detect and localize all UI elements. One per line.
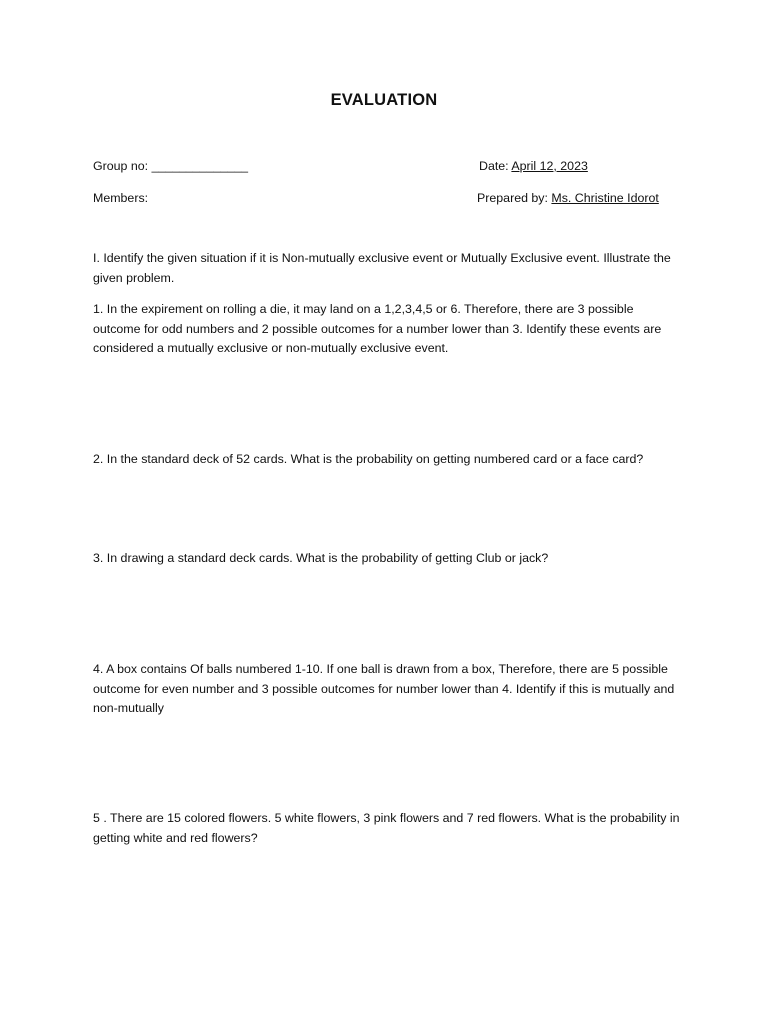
prepared-value: Ms. Christine Idorot (551, 191, 659, 205)
prepared-label: Prepared by: (477, 191, 548, 205)
page-title: EVALUATION (330, 91, 438, 109)
prepared-by-field (477, 189, 659, 209)
question-5: 5 . There are 15 colored flowers. 5 white flowers, 3 pink flowers and 7 red flowers. What is the probability in getting white and red flowers? (93, 811, 680, 845)
members-field (93, 189, 148, 209)
group-number-field (93, 157, 248, 177)
members-label: Members: (93, 191, 149, 205)
instructions: I. Identify the given situation if it is Non-mutually exclusive event or Mutually Exclusive event. Illustrate the given problem. (93, 251, 671, 285)
question-4: 4. A box contains Of balls numbered 1-10. If one ball is drawn from a box, Therefore, there are 5 possible outcome for even number and 3 possible outcomes for number lower than 4. Identify if this is mutually and non-mutually (93, 662, 675, 715)
question-2: 2. In the standard deck of 52 cards. What is the probability on getting numbered card or a face card? (93, 452, 644, 466)
group-label: Group no: (93, 159, 149, 173)
question-1: 1. In the expirement on rolling a die, it may land on a 1,2,3,4,5 or 6. Therefore, there are 3 possible outcome for odd numbers and 2 possible outcomes for a number lower than 3. Identify these events are considered a mutually exclusive or non-mutually exclusive event. (93, 302, 662, 355)
question-3: 3. In drawing a standard deck cards. What is the probability of getting Club or jack? (93, 551, 549, 565)
date-label: Date: (479, 159, 509, 173)
date-value: April 12, 2023 (511, 159, 588, 173)
group-blank: ______________ (151, 159, 249, 173)
date-field (479, 157, 588, 177)
